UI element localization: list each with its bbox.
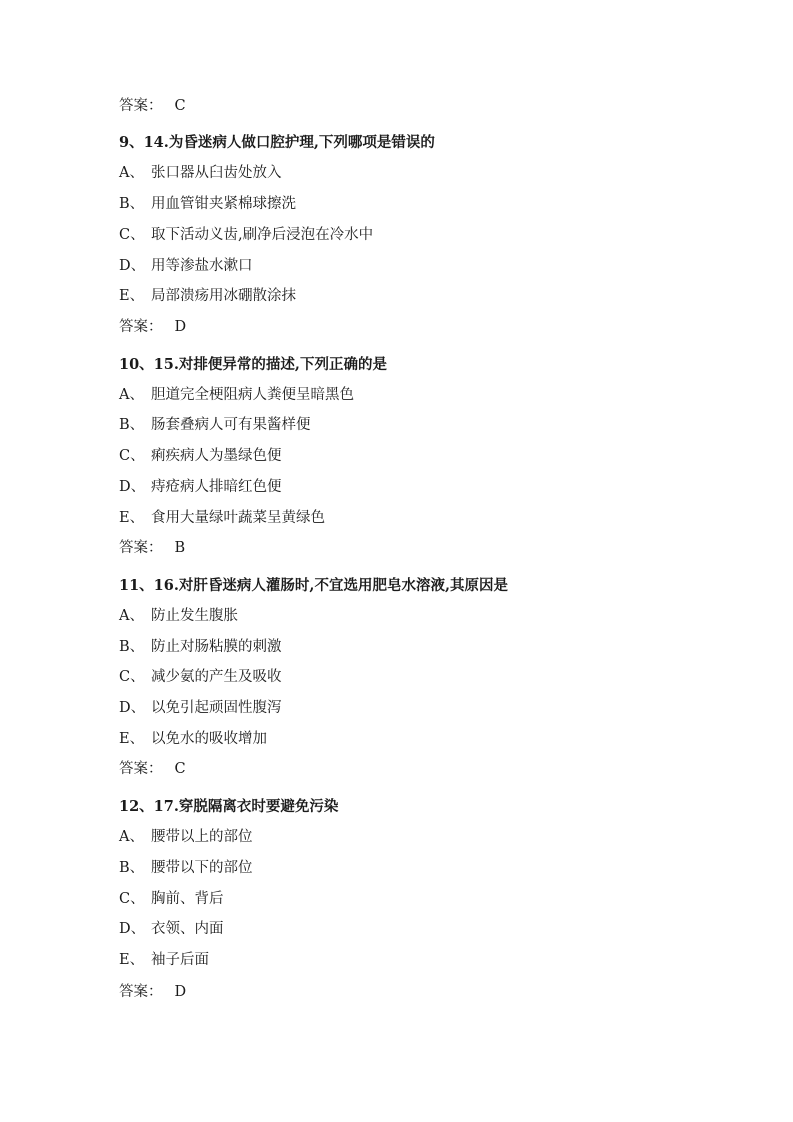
question-title: 11、16.对肝昏迷病人灌肠时,不宜选用肥皂水溶液,其原因是 bbox=[119, 577, 508, 594]
option-letter: C、 bbox=[119, 448, 145, 464]
option-letter: A、 bbox=[119, 608, 144, 624]
option-e bbox=[119, 508, 325, 528]
option-text: 肠套叠病人可有果酱样便 bbox=[151, 417, 311, 433]
option-b bbox=[119, 415, 311, 435]
answer-label: 答案： bbox=[119, 319, 163, 335]
option-a bbox=[119, 385, 354, 405]
option-a bbox=[119, 827, 253, 847]
question-title: 9、14.为昏迷病人做口腔护理,下列哪项是错误的 bbox=[119, 134, 435, 151]
option-c bbox=[119, 446, 282, 466]
option-letter: B、 bbox=[119, 639, 145, 655]
option-e bbox=[119, 729, 267, 749]
option-letter: D、 bbox=[119, 258, 146, 274]
option-letter: E、 bbox=[119, 510, 145, 526]
answer-line bbox=[119, 538, 185, 558]
answer-label: 答案： bbox=[119, 98, 163, 114]
answer-label: 答案： bbox=[119, 984, 163, 1000]
option-c bbox=[119, 225, 373, 245]
option-letter: C、 bbox=[119, 891, 145, 907]
option-text: 腰带以上的部位 bbox=[151, 829, 253, 845]
option-d bbox=[119, 919, 224, 939]
option-text: 食用大量绿叶蔬菜呈黄绿色 bbox=[151, 510, 325, 526]
option-text: 防止对肠粘膜的刺激 bbox=[151, 639, 282, 655]
option-letter: D、 bbox=[119, 479, 146, 495]
option-text: 取下活动义齿,刷净后浸泡在冷水中 bbox=[151, 227, 374, 243]
option-text: 痢疾病人为墨绿色便 bbox=[151, 448, 282, 464]
option-a bbox=[119, 163, 282, 183]
option-e bbox=[119, 286, 296, 306]
option-c bbox=[119, 889, 224, 909]
option-text: 减少氨的产生及吸收 bbox=[151, 669, 282, 685]
option-c bbox=[119, 667, 282, 687]
option-text: 腰带以下的部位 bbox=[151, 860, 253, 876]
option-text: 袖子后面 bbox=[151, 952, 209, 968]
answer-value: C bbox=[174, 98, 186, 114]
answer-line bbox=[119, 317, 186, 337]
answer-value: D bbox=[174, 319, 187, 335]
question-title: 10、15.对排便异常的描述,下列正确的是 bbox=[119, 356, 387, 373]
answer-line bbox=[119, 759, 186, 779]
answer-line bbox=[119, 96, 186, 116]
option-d bbox=[119, 698, 282, 718]
option-letter: B、 bbox=[119, 860, 145, 876]
question-title: 12、17.穿脱隔离衣时要避免污染 bbox=[119, 798, 339, 815]
option-letter: E、 bbox=[119, 952, 145, 968]
option-b bbox=[119, 858, 253, 878]
option-a bbox=[119, 606, 238, 626]
answer-value: C bbox=[174, 761, 186, 777]
option-letter: B、 bbox=[119, 417, 145, 433]
option-text: 胸前、背后 bbox=[151, 891, 224, 907]
option-text: 防止发生腹胀 bbox=[151, 608, 238, 624]
option-e bbox=[119, 950, 209, 970]
option-text: 局部溃疡用冰硼散涂抹 bbox=[151, 288, 296, 304]
option-letter: D、 bbox=[119, 921, 146, 937]
option-b bbox=[119, 637, 282, 657]
option-letter: D、 bbox=[119, 700, 146, 716]
option-letter: C、 bbox=[119, 669, 145, 685]
option-text: 用血管钳夹紧棉球擦洗 bbox=[151, 196, 296, 212]
answer-label: 答案： bbox=[119, 761, 163, 777]
option-letter: A、 bbox=[119, 387, 144, 403]
option-d bbox=[119, 477, 282, 497]
option-letter: E、 bbox=[119, 731, 145, 747]
option-letter: C、 bbox=[119, 227, 145, 243]
option-text: 张口器从臼齿处放入 bbox=[151, 165, 282, 181]
option-letter: E、 bbox=[119, 288, 145, 304]
answer-line bbox=[119, 982, 186, 1002]
answer-value: D bbox=[174, 984, 187, 1000]
option-d bbox=[119, 256, 253, 276]
option-text: 衣领、内面 bbox=[151, 921, 224, 937]
option-letter: A、 bbox=[119, 829, 144, 845]
option-text: 以免引起顽固性腹泻 bbox=[151, 700, 282, 716]
option-text: 以免水的吸收增加 bbox=[151, 731, 267, 747]
option-text: 痔疮病人排暗红色便 bbox=[151, 479, 282, 495]
answer-label: 答案： bbox=[119, 540, 163, 556]
answer-value: B bbox=[174, 540, 186, 556]
option-letter: A、 bbox=[119, 165, 144, 181]
option-text: 胆道完全梗阻病人粪便呈暗黑色 bbox=[151, 387, 354, 403]
option-b bbox=[119, 194, 296, 214]
option-text: 用等渗盐水漱口 bbox=[151, 258, 253, 274]
option-letter: B、 bbox=[119, 196, 145, 212]
